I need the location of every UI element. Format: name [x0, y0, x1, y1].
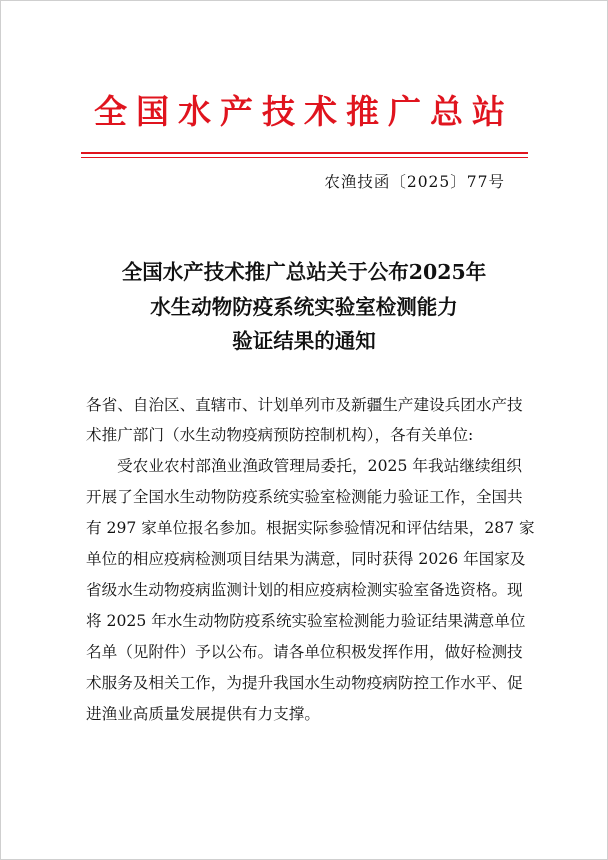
body-line: 术服务及相关工作，为提升我国水生动物疫病防控工作水平、促 — [86, 674, 523, 692]
body-line: 单位的相应疫病检测项目结果为满意，同时获得 2026 年国家及 — [86, 550, 526, 568]
body-line: 开展了全国水生动物防疫系统实验室检测能力验证工作，全国共 — [86, 488, 523, 506]
body-line: 省级水生动物疫病监测计划的相应疫病检测实验室备选资格。现 — [86, 581, 523, 599]
document-title-line: 水生动物防疫系统实验室检测能力 — [150, 295, 458, 319]
body-line: 将 2025 年水生动物防疫系统实验室检测能力验证结果满意单位 — [86, 612, 526, 630]
issuing-organization-header: 全国水产技术推广总站 — [94, 92, 514, 131]
document-number: 农渔技函〔2025〕77号 — [324, 173, 505, 191]
body-line: 进渔业高质量发展提供有力支撑。 — [86, 705, 320, 723]
document-title-line: 全国水产技术推广总站关于公布2025年 — [121, 260, 487, 284]
body-line: 名单（见附件）予以公布。请各单位积极发挥作用，做好检测技 — [86, 643, 523, 661]
document-title-line: 验证结果的通知 — [232, 329, 376, 353]
body-line: 术推广部门（水生动物疫病预防控制机构），各有关单位: — [86, 426, 474, 444]
red-divider-thin — [81, 157, 528, 158]
body-line: 受农业农村部渔业渔政管理局委托，2025 年我站继续组织 — [117, 457, 522, 475]
body-line: 各省、自治区、直辖市、计划单列市及新疆生产建设兵团水产技 — [86, 396, 523, 414]
red-divider-thick — [81, 152, 528, 154]
body-line: 有 297 家单位报名参加。根据实际参验情况和评估结果，287 家 — [86, 519, 535, 537]
